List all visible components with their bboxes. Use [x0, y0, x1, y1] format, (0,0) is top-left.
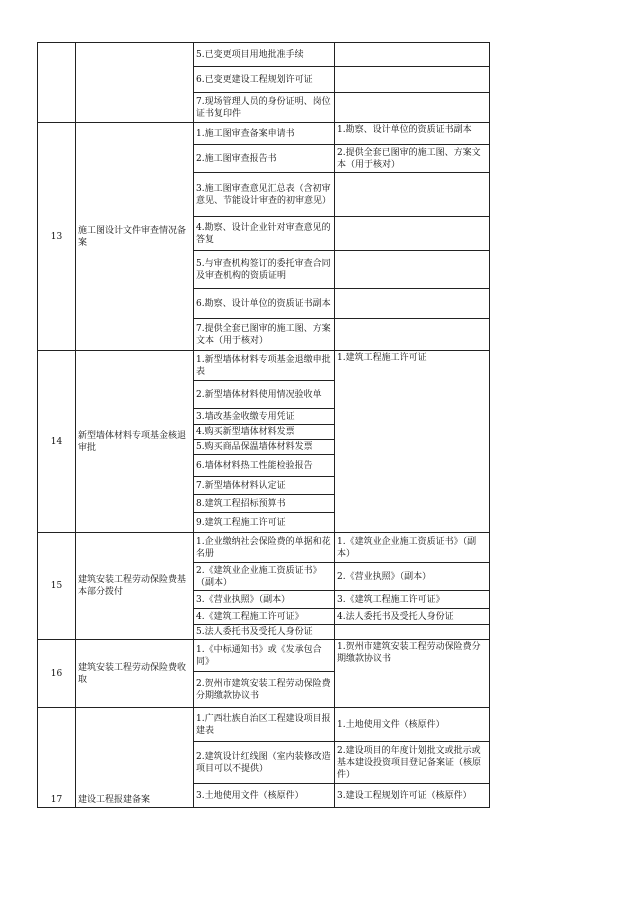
other-cell: [335, 43, 490, 67]
item-number: 14: [38, 351, 76, 533]
material-cell: 6.墙体材料热工性能检验报告: [194, 455, 335, 477]
material-cell: 3.施工图审查意见汇总表（含初审意见、节能设计审查的初审意见）: [194, 173, 335, 217]
other-cell: 3.《建筑工程施工许可证》: [335, 591, 490, 609]
other-cell: [335, 319, 490, 351]
material-cell: 5.法人委托书及受托人身份证: [194, 625, 335, 640]
other-cell: 2.《营业执照》（副本）: [335, 563, 490, 591]
other-cell: 1.《建筑业企业施工资质证书》（副本）: [335, 533, 490, 563]
material-cell: 7.新型墙体材料认定证: [194, 477, 335, 495]
item-number: 16: [38, 640, 76, 708]
material-cell: 3.《营业执照》（副本）: [194, 591, 335, 609]
material-cell: 3.墙改基金收缴专用凭证: [194, 409, 335, 425]
other-cell: [335, 217, 490, 251]
other-cell: [335, 67, 490, 93]
item-name: 建设工程报建备案: [76, 708, 194, 808]
other-cell: 1.土地使用文件（核原件）: [335, 708, 490, 742]
material-cell: 1.企业缴纳社会保险费的单据和花名册: [194, 533, 335, 563]
material-cell: 4.购买新型墙体材料发票: [194, 425, 335, 440]
other-cell: [335, 289, 490, 319]
other-cell: [335, 173, 490, 217]
item-number: 15: [38, 533, 76, 640]
table-row: [38, 533, 490, 563]
material-cell: 1.《中标通知书》或《发承包合同》: [194, 640, 335, 672]
table-row: [38, 708, 490, 742]
material-cell: 5.与审查机构签订的委托审查合同及审查机构的资质证明: [194, 251, 335, 289]
material-cell: 2.《建筑业企业施工资质证书》（副本）: [194, 563, 335, 591]
material-cell: 6.勘察、设计单位的资质证书副本: [194, 289, 335, 319]
other-cell: 1.建筑工程施工许可证: [335, 351, 490, 533]
item-number: 13: [38, 123, 76, 351]
material-cell: 5.已变更项目用地批准手续: [194, 43, 335, 67]
material-cell: 1.广西壮族自治区工程建设项目报建表: [194, 708, 335, 742]
material-cell: 2.建筑设计红线图（室内装修改造项目可以不提供）: [194, 742, 335, 784]
other-cell: [335, 625, 490, 640]
table-row: [38, 351, 490, 381]
material-cell: 1.新型墙体材料专项基金退缴申批表: [194, 351, 335, 381]
other-cell: 2.建设项目的年度计划批文或批示或基本建设投资项目登记备案证（核原件）: [335, 742, 490, 784]
material-cell: 4.勘察、设计企业针对审查意见的答复: [194, 217, 335, 251]
material-cell: 2.施工图审查报告书: [194, 145, 335, 173]
other-cell: 3.建设工程规划许可证（核原件）: [335, 784, 490, 808]
material-cell: 7.现场管理人员的身份证明、岗位证书复印件: [194, 93, 335, 123]
item-name: 建筑安装工程劳动保险费收取: [76, 640, 194, 708]
material-cell: 2.新型墙体材料使用情况验收单: [194, 381, 335, 409]
item-name: 施工图设计文件审查情况备案: [76, 123, 194, 351]
other-cell: 2.提供全套已图审的施工图、方案文本（用于核对）: [335, 145, 490, 173]
other-cell: [335, 93, 490, 123]
item-number: 17: [38, 708, 76, 808]
other-cell: [335, 251, 490, 289]
item-name: [76, 43, 194, 123]
material-cell: 3.土地使用文件（核原件）: [194, 784, 335, 808]
material-cell: 7.提供全套已图审的施工图、方案文本（用于核对）: [194, 319, 335, 351]
item-name: 建筑安装工程劳动保险费基本部分拨付: [76, 533, 194, 640]
material-cell: 1.施工图审查备案申请书: [194, 123, 335, 145]
item-name: 新型墙体材料专项基金核退审批: [76, 351, 194, 533]
material-cell: 2.贺州市建筑安装工程劳动保险费分期缴款协议书: [194, 672, 335, 708]
other-cell: 1.贺州市建筑安装工程劳动保险费分期缴款协议书: [335, 640, 490, 708]
table-row: [38, 640, 490, 672]
other-cell: 1.勘察、设计单位的资质证书副本: [335, 123, 490, 145]
material-cell: 4.《建筑工程施工许可证》: [194, 609, 335, 625]
material-cell: 5.购买商品保温墙体材料发票: [194, 440, 335, 455]
item-number: [38, 43, 76, 123]
table-row: [38, 43, 490, 67]
material-cell: 9.建筑工程施工许可证: [194, 513, 335, 533]
requirements-table: [37, 42, 490, 808]
other-cell: 4.法人委托书及受托人身份证: [335, 609, 490, 625]
material-cell: 8.建筑工程招标预算书: [194, 495, 335, 513]
material-cell: 6.已变更建设工程规划许可证: [194, 67, 335, 93]
table-row: [38, 123, 490, 145]
